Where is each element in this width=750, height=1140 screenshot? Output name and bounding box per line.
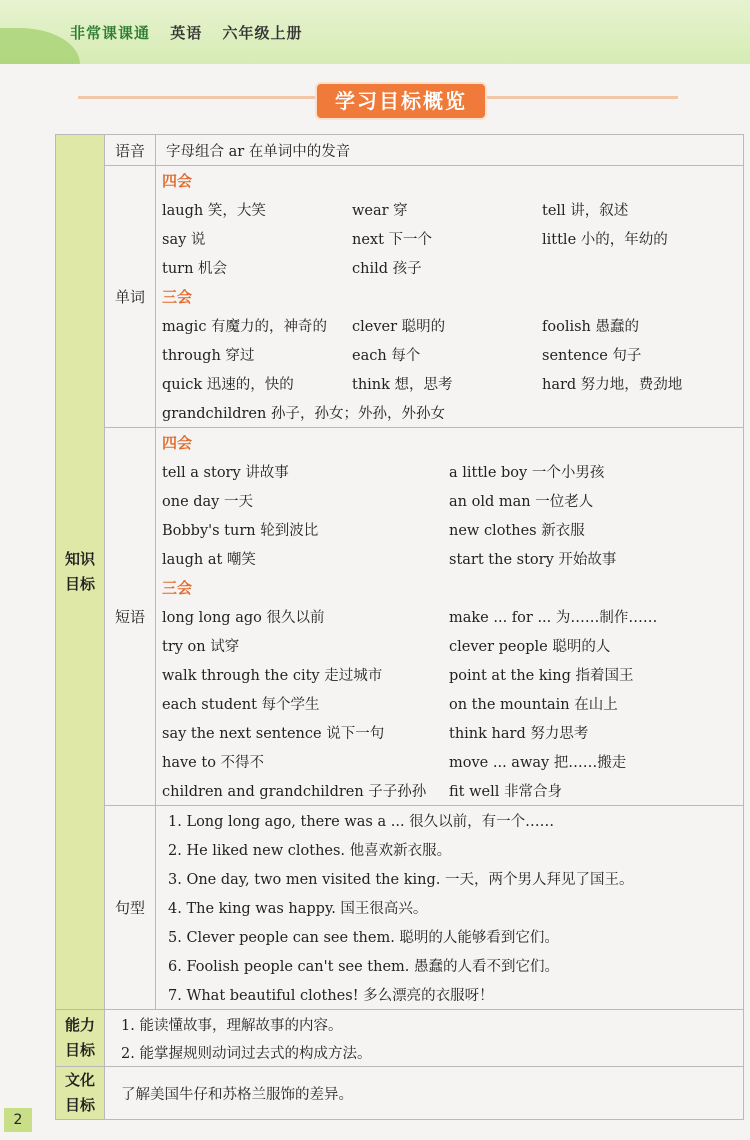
word-item: clever 聪明的 [352,319,446,335]
word-row [162,398,743,427]
word-item: hard 努力地，费劲地 [542,377,683,393]
pron-text: 字母组合 ar 在单词中的发音 [166,143,351,160]
grade-name: 六年级上册 [222,24,303,42]
word-row [162,340,743,369]
phrases-four-level: 四会 [162,434,193,452]
header-text [70,22,317,43]
objectives-table [55,134,744,1120]
words-content [156,166,744,428]
word-row [162,224,743,253]
sentence-item: 1. Long long ago, there was a ... 很久以前，有一个…… [168,814,555,830]
section-title: 学习目标概览 [315,82,487,120]
phrase-item: have to 不得不 [162,755,265,771]
page-header [0,0,750,64]
phrase-item: try on 试穿 [162,639,240,655]
sentences-label: 句型 [105,806,156,1010]
phrases-content [156,428,744,806]
page-number: 2 [4,1108,32,1132]
word-item: say 说 [162,232,206,248]
words-label: 单词 [105,166,156,428]
culture-content [105,1067,744,1120]
phrase-item: think hard 努力思考 [449,726,589,742]
phrase-item: point at the king 指着国王 [449,668,634,684]
word-item: next 下一个 [352,232,433,248]
subject-name: 英语 [170,24,203,42]
culture-label: 文化目标 [56,1067,105,1120]
pron-content [156,135,744,166]
word-row [162,369,743,398]
phrase-item: fit well 非常合身 [449,784,562,800]
phrase-row [162,544,743,573]
header-leaf-decoration [0,28,80,64]
culture-text: 了解美国牛仔和苏格兰服饰的差异。 [121,1086,353,1103]
phrase-item: make ... for ... 为……制作…… [449,610,658,626]
word-item: magic 有魔力的，神奇的 [162,319,328,335]
word-item: little 小的，年幼的 [542,232,668,248]
words-three-level: 三会 [162,288,193,306]
sentence-item: 3. One day, two men visited the king. 一天，两个男人拜见了国王。 [168,872,634,888]
word-item: think 想，思考 [352,377,453,393]
word-item: quick 迅速的，快的 [162,377,294,393]
word-item: sentence 句子 [542,348,642,364]
word-item: wear 穿 [352,203,408,219]
ability-item: 1. 能读懂故事，理解故事的内容。 [121,1017,343,1034]
phrase-item: new clothes 新衣服 [449,523,585,539]
sentence-item: 4. The king was happy. 国王很高兴。 [168,901,428,917]
phrase-row [162,602,743,631]
phrase-row [162,747,743,776]
knowledge-label: 知识目标 [56,135,105,1010]
words-four-level: 四会 [162,172,193,190]
word-row [162,253,743,282]
sentence-item: 6. Foolish people can't see them. 愚蠢的人看不到它们。 [168,959,559,975]
phrase-row [162,689,743,718]
ability-content [105,1010,744,1067]
brand-name: 非常课课通 [70,24,151,42]
phrase-item: children and grandchildren 子子孙孙 [162,784,427,800]
phrase-item: tell a story 讲故事 [162,465,289,481]
phrase-row [162,631,743,660]
phrase-item: one day 一天 [162,494,253,510]
pron-label: 语音 [105,135,156,166]
phrase-item: an old man 一位老人 [449,494,594,510]
ability-label: 能力目标 [56,1010,105,1067]
word-item: child 孩子 [352,261,422,277]
word-item: grandchildren 孙子，孙女；外孙，外孙女 [162,406,445,422]
word-item: through 穿过 [162,348,255,364]
phrase-item: a little boy 一个小男孩 [449,465,605,481]
word-item: laugh 笑，大笑 [162,203,266,219]
phrase-row [162,486,743,515]
phrase-item: walk through the city 走过城市 [162,668,383,684]
ability-item: 2. 能掌握规则动词过去式的构成方法。 [121,1045,372,1062]
sentences-content [156,806,744,1010]
phrase-item: each student 每个学生 [162,697,320,713]
phrase-row [162,718,743,747]
phrase-item: on the mountain 在山上 [449,697,618,713]
phrase-item: move ... away 把……搬走 [449,755,627,771]
word-item: foolish 愚蠢的 [542,319,639,335]
phrase-row [162,660,743,689]
phrase-row [162,515,743,544]
word-item: each 每个 [352,348,421,364]
word-item: turn 机会 [162,261,228,277]
sentence-item: 7. What beautiful clothes! 多么漂亮的衣服呀！ [168,988,494,1004]
sentence-item: 5. Clever people can see them. 聪明的人能够看到它们。 [168,930,559,946]
phrase-row [162,457,743,486]
phrase-row [162,776,743,805]
word-row [162,311,743,340]
phrase-item: long long ago 很久以前 [162,610,325,626]
phrase-item: laugh at 嘲笑 [162,552,256,568]
phrases-three-level: 三会 [162,579,193,597]
phrase-item: say the next sentence 说下一句 [162,726,385,742]
phrase-item: start the story 开始故事 [449,552,617,568]
phrase-item: clever people 聪明的人 [449,639,611,655]
word-row [162,195,743,224]
word-item: tell 讲，叙述 [542,203,629,219]
phrases-label: 短语 [105,428,156,806]
phrase-item: Bobby's turn 轮到波比 [162,523,319,539]
sentence-item: 2. He liked new clothes. 他喜欢新衣服。 [168,843,452,859]
